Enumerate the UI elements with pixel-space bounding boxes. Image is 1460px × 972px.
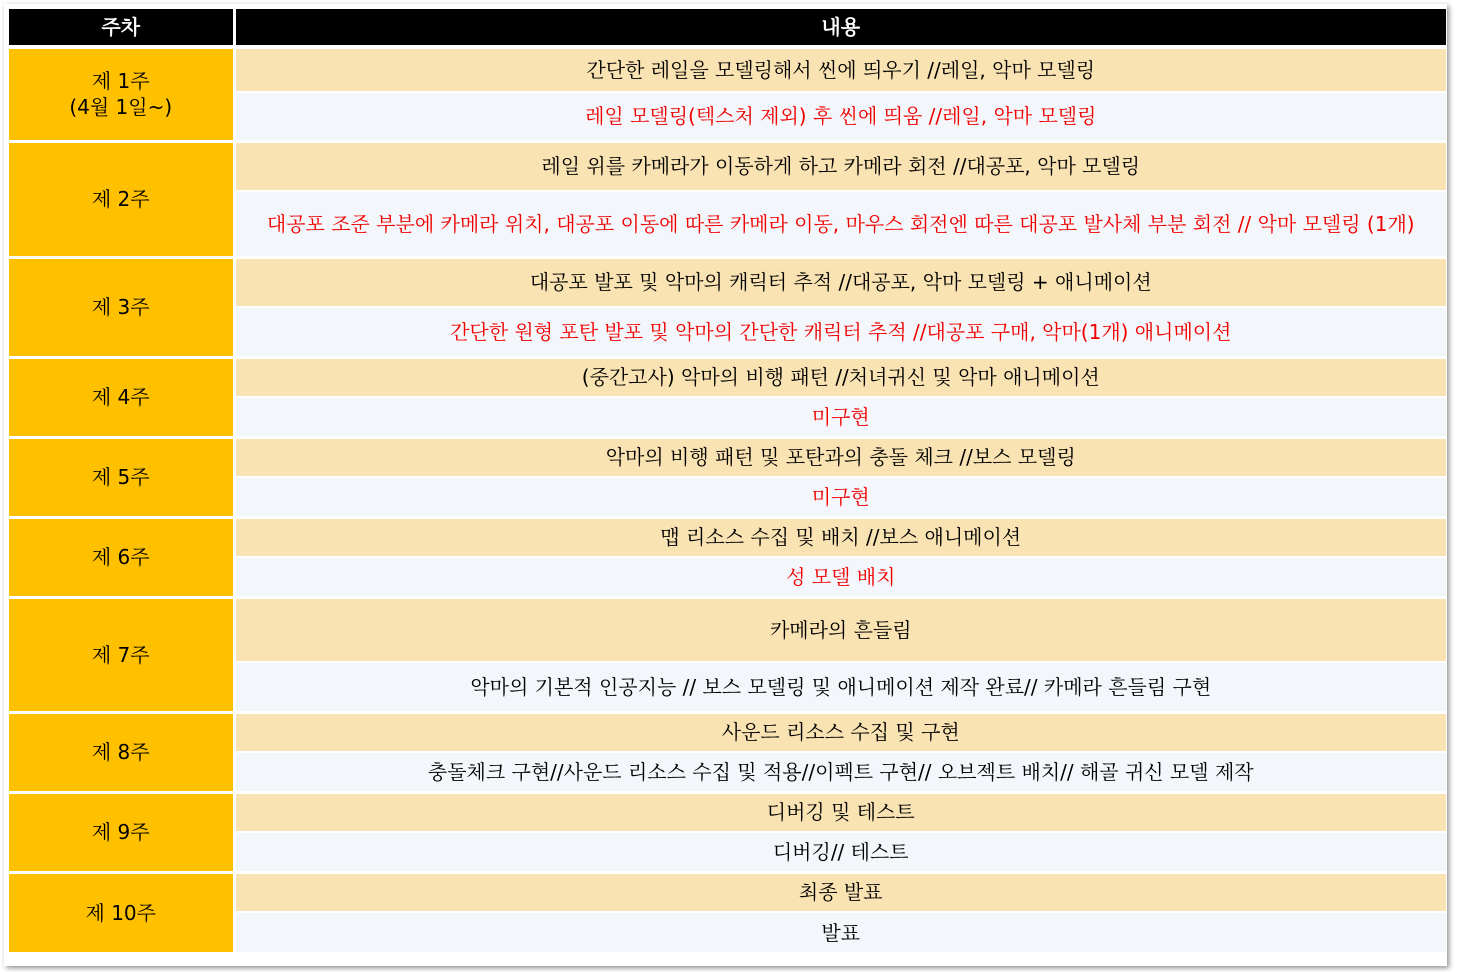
week-cell: 제 3주 [9, 257, 234, 357]
table-row [9, 141, 1446, 191]
header-content: 내용 [234, 9, 1446, 47]
schedule-table [9, 9, 1446, 952]
actual-cell: 디버깅// 테스트 [234, 832, 1446, 872]
week-cell: 제 2주 [9, 141, 234, 257]
actual-cell: 충돌체크 구현//사운드 리소스 수집 및 적용//이펙트 구현// 오브젝트 배치// 해골 귀신 모델 제작 [234, 752, 1446, 792]
week-cell: 제 10주 [9, 872, 234, 952]
week-label: 제 1주 [91, 69, 150, 94]
actual-cell: 성 모델 배치 [234, 557, 1446, 597]
week-cell: 제 4주 [9, 357, 234, 437]
table-row [9, 257, 1446, 307]
plan-cell: 최종 발표 [234, 872, 1446, 912]
header-row [9, 9, 1446, 47]
table-row [9, 47, 1446, 92]
plan-cell: 카메라의 흔들림 [234, 597, 1446, 662]
table-row [9, 872, 1446, 912]
plan-cell: 레일 위를 카메라가 이동하게 하고 카메라 회전 //대공포, 악마 모델링 [234, 141, 1446, 191]
table-row [9, 517, 1446, 557]
schedule-frame [4, 4, 1447, 966]
actual-cell: 발표 [234, 912, 1446, 952]
week-cell: 제 9주 [9, 792, 234, 872]
week-cell: 제 5주 [9, 437, 234, 517]
week-cell: 제 6주 [9, 517, 234, 597]
week-cell: 제 7주 [9, 597, 234, 712]
week-cell [9, 47, 234, 141]
plan-cell: 맵 리소스 수집 및 배치 //보스 애니메이션 [234, 517, 1446, 557]
table-row [9, 437, 1446, 477]
table-row [9, 792, 1446, 832]
table-row [9, 357, 1446, 397]
table-row [9, 597, 1446, 662]
actual-cell: 대공포 조준 부분에 카메라 위치, 대공포 이동에 따른 카메라 이동, 마우스 회전엔 따른 대공포 발사체 부분 회전 // 악마 모델링 (1개) [234, 191, 1446, 257]
week-cell: 제 8주 [9, 712, 234, 792]
plan-cell: 악마의 비행 패턴 및 포탄과의 충돌 체크 //보스 모델링 [234, 437, 1446, 477]
week-sublabel: (4월 1일~) [69, 95, 173, 120]
actual-cell: 간단한 원형 포탄 발포 및 악마의 간단한 캐릭터 추적 //대공포 구매, 악마(1개) 애니메이션 [234, 307, 1446, 357]
table-row [9, 712, 1446, 752]
actual-cell: 미구현 [234, 477, 1446, 517]
actual-cell: 레일 모델링(텍스처 제외) 후 씬에 띄움 //레일, 악마 모델링 [234, 92, 1446, 141]
actual-cell: 악마의 기본적 인공지능 // 보스 모델링 및 애니메이션 제작 완료// 카메라 흔들림 구현 [234, 662, 1446, 712]
plan-cell: (중간고사) 악마의 비행 패턴 //처녀귀신 및 악마 애니메이션 [234, 357, 1446, 397]
plan-cell: 대공포 발포 및 악마의 캐릭터 추적 //대공포, 악마 모델링 + 애니메이션 [234, 257, 1446, 307]
plan-cell: 디버깅 및 테스트 [234, 792, 1446, 832]
header-week: 주차 [9, 9, 234, 47]
plan-cell: 사운드 리소스 수집 및 구현 [234, 712, 1446, 752]
actual-cell: 미구현 [234, 397, 1446, 437]
plan-cell: 간단한 레일을 모델링해서 씬에 띄우기 //레일, 악마 모델링 [234, 47, 1446, 92]
